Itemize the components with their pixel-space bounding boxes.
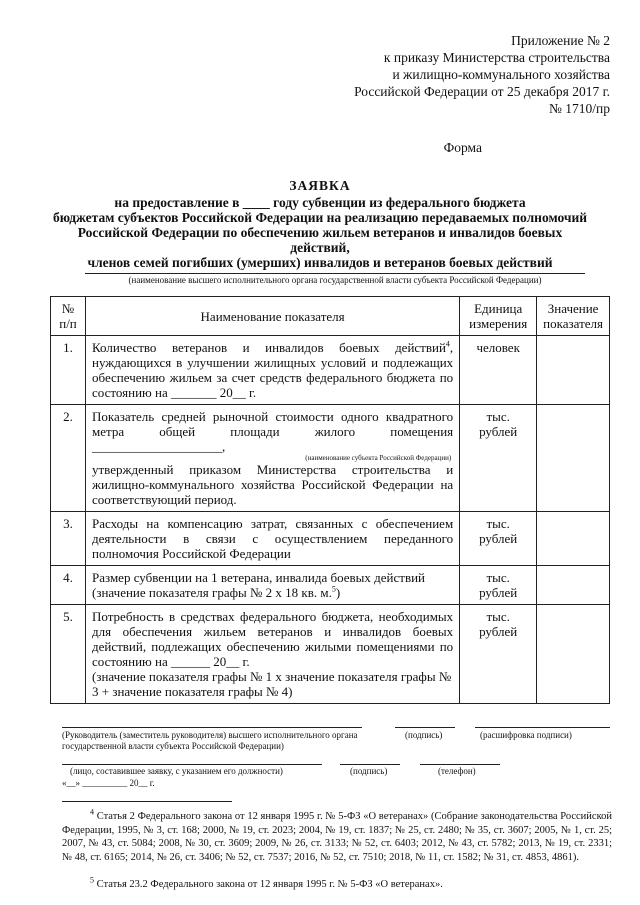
row-value[interactable]	[537, 405, 610, 512]
header-name: Наименование показателя	[86, 297, 460, 336]
appendix-line: № 1710/пр	[549, 101, 610, 116]
footnote: $^5$ Статья 23.2 Федерального закона от 12 января 1995 г. № 5-ФЗ «О ветеранах».	[90, 875, 443, 890]
appendix-header	[310, 32, 610, 117]
head-label: (Руководитель (заместитель руководителя) высшего исполнительного органа государственной власти субъекта Российской Федерации)	[62, 730, 358, 751]
indicators-table	[50, 296, 610, 704]
row-unit: тыс. рублей	[460, 512, 537, 566]
appendix-line: к приказу Министерства строительства	[383, 50, 610, 65]
header-value: Значение показателя	[537, 297, 610, 336]
row-num: 3.	[51, 512, 86, 566]
title-line: членов семей погибших (умерших) инвалидов и ветеранов боевых действий	[87, 255, 553, 270]
authority-caption: (наименование высшего исполнительного органа государственной власти субъекта Российской Федерации)	[128, 275, 542, 285]
title-line: на предоставление в ____ году субвенции из федерального бюджета	[114, 195, 526, 210]
title-line: Российской Федерации по обеспечению жильем ветеранов и инвалидов боевых действий,	[77, 225, 563, 255]
signature-label-2: (подпись)	[350, 766, 388, 776]
signature-line	[395, 727, 455, 728]
row-value[interactable]	[537, 336, 610, 405]
row-value[interactable]	[537, 566, 610, 605]
row-name: Количество ветеранов и инвалидов боевых действий$^4$, нуждающихся в улучшении жилищных условий и подлежащих обеспечению жильем за счет средств федерального бюджета по состоянию на _______ 20__ г.	[86, 336, 460, 405]
row-name: Размер субвенции на 1 ветерана, инвалида боевых действий (значение показателя графы № 2 x 18 кв. м.$^5$)	[86, 566, 460, 605]
header-unit: Единица измерения	[460, 297, 537, 336]
row-unit: тыс. рублей	[460, 566, 537, 605]
decoding-label: (расшифровка подписи)	[480, 730, 572, 740]
title-line: бюджетам субъектов Российской Федерации на реализацию передаваемых полномочий	[52, 210, 588, 225]
document-title	[50, 178, 590, 270]
row-num: 1.	[51, 336, 86, 405]
row-value[interactable]	[537, 605, 610, 704]
date-line: «__» __________ 20__ г.	[62, 778, 155, 788]
footnote: $^4$ Статья 2 Федерального закона от 12 января 1995 г. № 5-ФЗ «О ветеранах» (Собрание законодательства Российской Федерации, 1995, № 3, ст. 168; 2000, № 19, ст. 2023; 2004, № 19, ст. 1837; № 25, ст. 2480; № 35, ст. 3607; 2005, № 1, ст. 25; 2007, № 43, ст. 5084; 2008, № 30, ст. 3609; 2009, № 26, ст. 3133; № 52, ст. 6403; 2012, № 43, ст. 5782; 2013, № 19, ст. 2331; № 48, ст. 6165; 2014, № 26, ст. 3406; № 52, ст. 7537; 2016, № 52, ст. 7510; 2018, № 11, ст. 1582; № 31, ст. 4853, 4861).	[62, 807, 613, 863]
subject-caption: (наименование субъекта Российской Федерации)	[305, 454, 452, 462]
form-label: Форма	[443, 140, 482, 155]
header-num: № п/п	[51, 297, 86, 336]
phone-line	[420, 764, 500, 765]
appendix-line: и жилищно-коммунального хозяйства	[392, 67, 610, 82]
row-num: 2.	[51, 405, 86, 512]
row-unit: тыс. рублей	[460, 405, 537, 512]
row-name: Потребность в средствах федерального бюджета, необходимых для обеспечения жильем ветеранов и инвалидов боевых действий, подлежащих обеспечению жилыми помещениями по состоянию на ______ 20__ г. (значение показателя графы № 1 x значение показателя графы № 3 + значение показателя графы № 4)	[86, 605, 460, 704]
appendix-line: Приложение № 2	[511, 33, 610, 48]
authority-name-line	[85, 273, 585, 274]
signature-line-2	[340, 764, 400, 765]
row-num: 5.	[51, 605, 86, 704]
table-header-row	[51, 297, 610, 336]
row-name: Расходы на компенсацию затрат, связанных с обеспечением деятельности в связи с осуществлением переданного полномочия Российской Федерации	[86, 512, 460, 566]
head-signature-line	[62, 727, 362, 728]
phone-label: (телефон)	[438, 766, 476, 776]
table-row	[51, 566, 610, 605]
appendix-line: Российской Федерации от 25 декабря 2017 г.	[354, 84, 610, 99]
row-value[interactable]	[537, 512, 610, 566]
table-row	[51, 512, 610, 566]
row-num: 4.	[51, 566, 86, 605]
decoding-line	[475, 727, 610, 728]
table-row	[51, 405, 610, 512]
row-name: Показатель средней рыночной стоимости одного квадратного метра общей площади жилого помещения ____________________, (наименование субъекта Российской Федерации) утвержденный приказом Министерства строительства и жилищно-коммунального хозяйства Российской Федерации на соответствующий период.	[86, 405, 460, 512]
title-heading: ЗАЯВКА	[289, 178, 351, 193]
row-unit: человек	[460, 336, 537, 405]
signature-label: (подпись)	[405, 730, 443, 740]
compiler-label: (лицо, составившее заявку, с указанием его должности)	[70, 766, 283, 776]
row-unit: тыс. рублей	[460, 605, 537, 704]
table-row	[51, 336, 610, 405]
compiler-line	[62, 764, 322, 765]
table-row	[51, 605, 610, 704]
footnote-separator	[62, 801, 232, 802]
